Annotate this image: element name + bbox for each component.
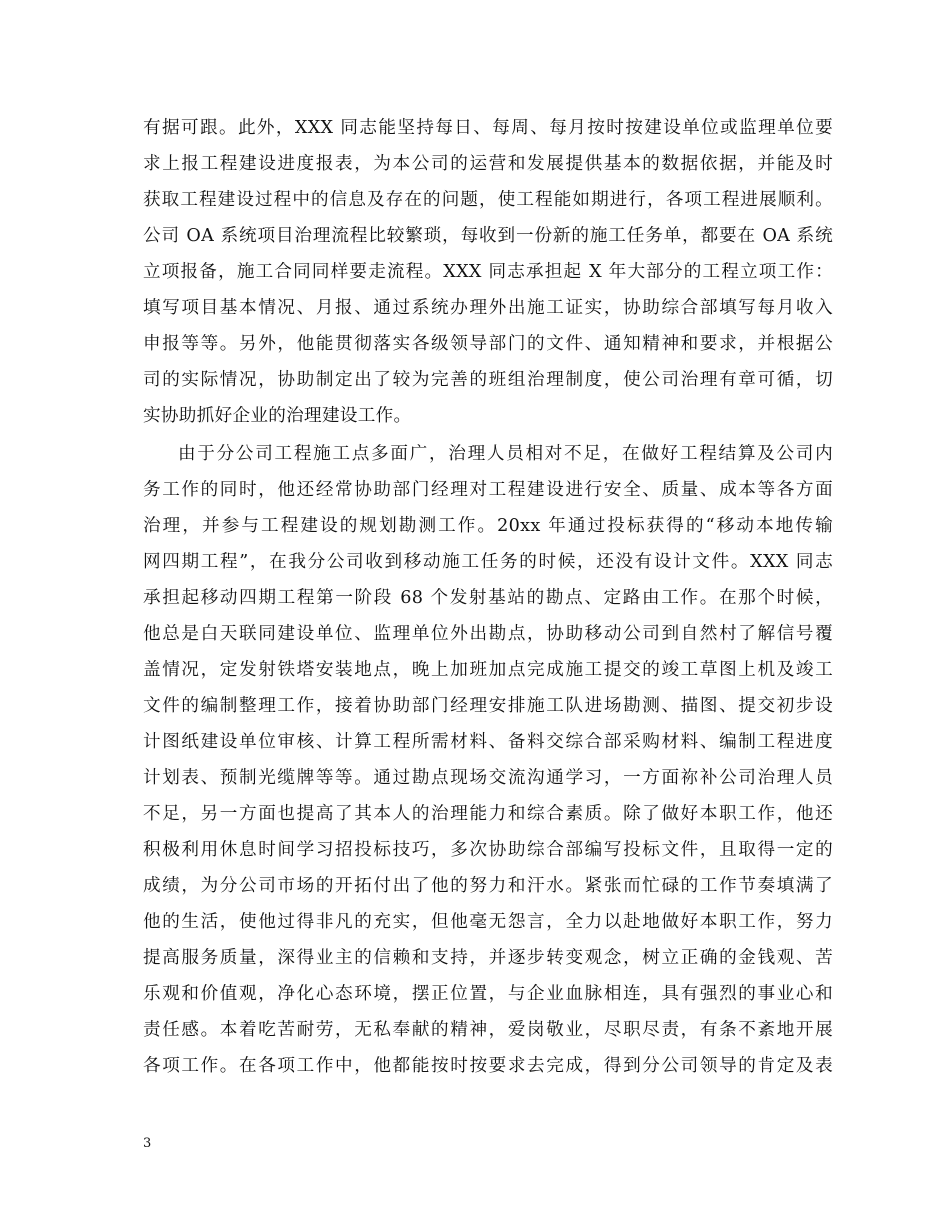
page-number: 3: [143, 1136, 152, 1151]
paragraph-2-line-2: 务工作的同时，他还经常协助部门经理对工程建设进行安全、质量、成本等各方面: [143, 480, 833, 500]
paragraph-2-line-18: 各项工作。在各项工作中，他都能按时按要求去完成，得到分公司领导的肯定及表: [143, 1056, 833, 1076]
paragraph-2-line-6: 他总是白天联同建设单位、监理单位外出勘点，协助移动公司到自然村了解信号覆: [143, 624, 833, 644]
paragraph-2-line-7: 盖情况，定发射铁塔安装地点，晚上加班加点完成施工提交的竣工草图上机及竣工: [143, 660, 833, 680]
paragraph-1-line-9: 实协助抓好企业的治理建设工作。: [143, 406, 412, 426]
paragraph-2-line-8: 文件的编制整理工作，接着协助部门经理安排施工队进场勘测、描图、提交初步设: [143, 696, 833, 716]
paragraph-2-line-14: 他的生活，使他过得非凡的充实，但他毫无怨言，全力以赴地做好本职工作，努力: [143, 912, 833, 932]
paragraph-1-line-2: 求上报工程建设进度报表，为本公司的运营和发展提供基本的数据依据，并能及时: [143, 154, 833, 174]
paragraph-1-line-8: 司的实际情况，协助制定出了较为完善的班组治理制度，使公司治理有章可循，切: [143, 370, 833, 390]
paragraph-2-line-10: 计划表、预制光缆牌等等。通过勘点现场交流沟通学习，一方面祢补公司治理人员: [143, 768, 833, 788]
paragraph-2-line-9: 计图纸建设单位审核、计算工程所需材料、备料交综合部采购材料、编制工程进度: [143, 732, 833, 752]
paragraph-2-line-12: 积极利用休息时间学习招投标技巧，多次协助综合部编写投标文件，且取得一定的: [143, 840, 833, 860]
paragraph-2-line-5: 承担起移动四期工程第一阶段 68 个发射基站的勘点、定路由工作。在那个时候，: [143, 588, 833, 608]
paragraph-1-line-4: 公司 OA 系统项目治理流程比较繁琐，每收到一份新的施工任务单，都要在 OA 系统: [143, 226, 833, 246]
paragraph-2-line-4: 网四期工程”，在我分公司收到移动施工任务的时候，还没有设计文件。XXX 同志: [143, 552, 833, 572]
paragraph-1-line-5: 立项报备，施工合同同样要走流程。XXX 同志承担起 X 年大部分的工程立项工作：: [143, 262, 833, 282]
paragraph-2-line-11: 不足，另一方面也提高了其本人的治理能力和综合素质。除了做好本职工作，他还: [143, 804, 833, 824]
paragraph-2-line-1: 由于分公司工程施工点多面广，治理人员相对不足，在做好工程结算及公司内: [178, 444, 833, 464]
paragraph-1-line-1: 有据可跟。此外，XXX 同志能坚持每日、每周、每月按时按建设单位或监理单位要: [143, 118, 833, 138]
paragraph-2-line-15: 提高服务质量，深得业主的信赖和支持，并逐步转变观念，树立正确的金钱观、苦: [143, 948, 833, 968]
paragraph-2-line-3: 治理，并参与工程建设的规划勘测工作。20xx 年通过投标获得的“移动本地传输: [143, 516, 833, 536]
paragraph-2-line-17: 责任感。本着吃苦耐劳，无私奉献的精神，爱岗敬业，尽职尽责，有条不紊地开展: [143, 1020, 833, 1040]
paragraph-2-line-13: 成绩，为分公司市场的开拓付出了他的努力和汗水。紧张而忙碌的工作节奏填满了: [143, 876, 833, 896]
paragraph-1-line-6: 填写项目基本情况、月报、通过系统办理外出施工证实，协助综合部填写每月收入: [143, 298, 833, 318]
paragraph-1-line-3: 获取工程建设过程中的信息及存在的问题，使工程能如期进行，各项工程进展顺利。: [143, 190, 833, 210]
paragraph-1-line-7: 申报等等。另外，他能贯彻落实各级领导部门的文件、通知精神和要求，并根据公: [143, 334, 833, 354]
paragraph-2-line-16: 乐观和价值观，净化心态环境，摆正位置，与企业血脉相连，具有强烈的事业心和: [143, 984, 833, 1004]
